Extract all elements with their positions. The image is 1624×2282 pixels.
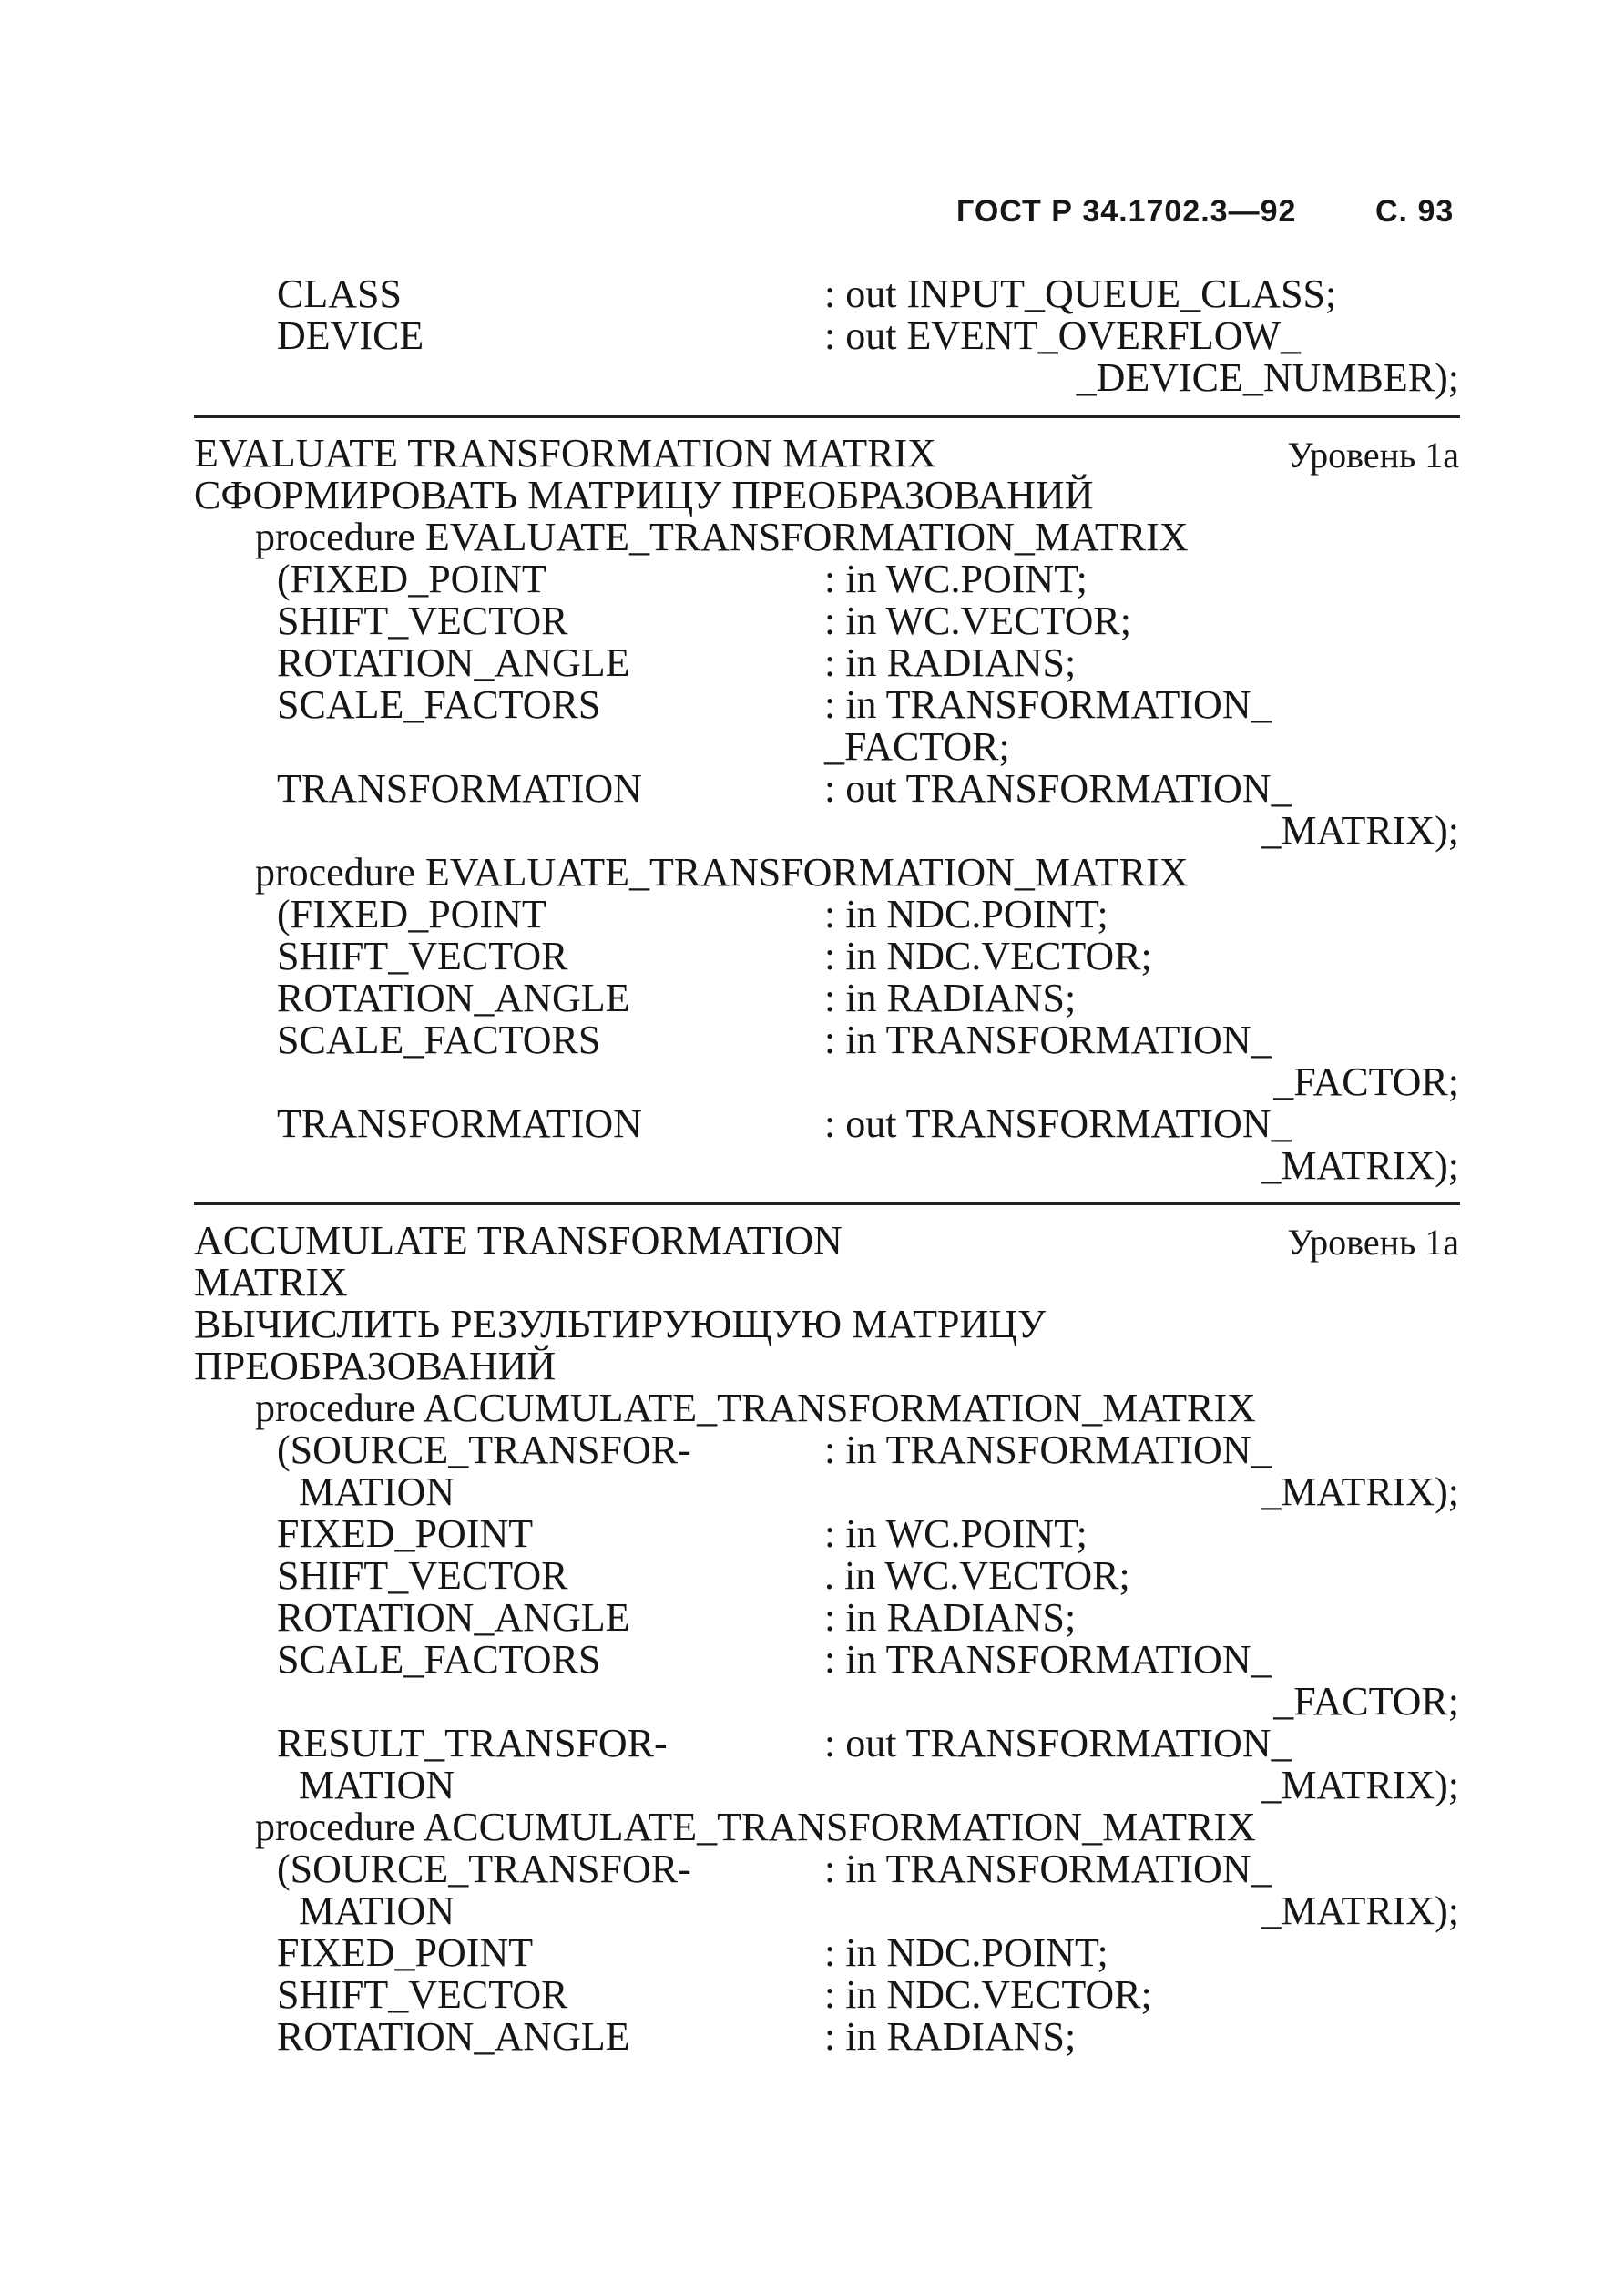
param-type: : in WC.POINT; [824,1511,1088,1556]
param-type-continuation: _FACTOR; [1273,1059,1459,1104]
section-title: MATRIX [194,1260,348,1305]
page-number: С. 93 [1375,194,1455,229]
param-type: : in NDC.POINT; [824,892,1108,936]
param-name: SHIFT_VECTOR [277,599,568,643]
param-name: FIXED_POINT [277,1511,534,1556]
param-type-continuation: _MATRIX); [1261,1143,1459,1188]
level-label: Уровень 1a [1287,1222,1459,1263]
param-type: : in TRANSFORMATION_ [824,1637,1272,1682]
param-name: FIXED_POINT [277,1930,534,1975]
section-title: ACCUMULATE TRANSFORMATION [194,1218,843,1263]
procedure-header: procedure ACCUMULATE_TRANSFORMATION_MATRIX [255,1805,1256,1849]
section-title-ru: ВЫЧИСЛИТЬ РЕЗУЛЬТИРУЮЩУЮ МАТРИЦУ [194,1302,1047,1346]
param-name: ROTATION_ANGLE [277,640,630,685]
param-type: : out EVENT_OVERFLOW_ [824,313,1302,358]
param-name: CLASS [277,271,402,316]
param-name: (FIXED_POINT [277,557,546,601]
standard-number: ГОСТ Р 34.1702.3—92 [956,194,1297,229]
param-name: ROTATION_ANGLE [277,1595,630,1640]
level-label: Уровень 1a [1287,435,1459,476]
param-type-continuation: _MATRIX); [1261,1763,1459,1807]
param-type: : out INPUT_QUEUE_CLASS; [824,271,1337,316]
param-type: : in RADIANS; [824,640,1077,685]
param-type-continuation: _FACTOR; [1273,1679,1459,1724]
param-type: : in RADIANS; [824,976,1077,1020]
param-name: SHIFT_VECTOR [277,1972,568,2017]
param-type: : in WC.VECTOR; [824,599,1131,643]
param-name: DEVICE [277,313,424,358]
procedure-header: procedure EVALUATE_TRANSFORMATION_MATRIX [255,850,1189,895]
param-name: MATION [299,1763,455,1807]
param-type: . in WC.VECTOR; [824,1553,1130,1598]
section-title: EVALUATE TRANSFORMATION MATRIX [194,431,936,476]
param-type: : in RADIANS; [824,1595,1077,1640]
procedure-header: procedure EVALUATE_TRANSFORMATION_MATRIX [255,515,1189,559]
param-type: : in RADIANS; [824,2014,1077,2059]
param-name: MATION [299,1469,455,1514]
section-divider [194,415,1460,418]
section-divider [194,1202,1460,1205]
param-name: MATION [299,1888,455,1933]
param-name: (FIXED_POINT [277,892,546,936]
param-type-continuation: _MATRIX); [1261,1469,1459,1514]
param-type: : out TRANSFORMATION_ [824,766,1292,811]
param-type: : in TRANSFORMATION_ [824,682,1272,727]
page-header [956,194,1455,230]
param-name: ROTATION_ANGLE [277,976,630,1020]
param-type-continuation: _FACTOR; [824,724,1010,769]
param-type-continuation: _MATRIX); [1261,808,1459,853]
param-type: : out TRANSFORMATION_ [824,1101,1292,1146]
param-type: : out TRANSFORMATION_ [824,1721,1292,1765]
section-title-ru: ПРЕОБРАЗОВАНИЙ [194,1344,557,1388]
param-type: : in NDC.VECTOR; [824,1972,1152,2017]
param-name: (SOURCE_TRANSFOR- [277,1847,691,1891]
section-title-ru: СФОРМИРОВАТЬ МАТРИЦУ ПРЕОБРАЗОВАНИЙ [194,473,1094,517]
param-type: : in TRANSFORMATION_ [824,1847,1272,1891]
param-type: : in TRANSFORMATION_ [824,1018,1272,1062]
param-type-continuation: _DEVICE_NUMBER); [1076,355,1459,400]
param-type: : in NDC.POINT; [824,1930,1108,1975]
param-name: SCALE_FACTORS [277,1018,601,1062]
param-name: SCALE_FACTORS [277,682,601,727]
param-name: SHIFT_VECTOR [277,934,568,978]
param-name: TRANSFORMATION [277,1101,642,1146]
procedure-header: procedure ACCUMULATE_TRANSFORMATION_MATRIX [255,1386,1256,1430]
param-name: RESULT_TRANSFOR- [277,1721,668,1765]
param-name: TRANSFORMATION [277,766,642,811]
param-name: SCALE_FACTORS [277,1637,601,1682]
param-type: : in WC.POINT; [824,557,1088,601]
param-name: (SOURCE_TRANSFOR- [277,1428,691,1472]
param-name: ROTATION_ANGLE [277,2014,630,2059]
param-type: : in NDC.VECTOR; [824,934,1152,978]
param-type: : in TRANSFORMATION_ [824,1428,1272,1472]
param-name: SHIFT_VECTOR [277,1553,568,1598]
param-type-continuation: _MATRIX); [1261,1888,1459,1933]
